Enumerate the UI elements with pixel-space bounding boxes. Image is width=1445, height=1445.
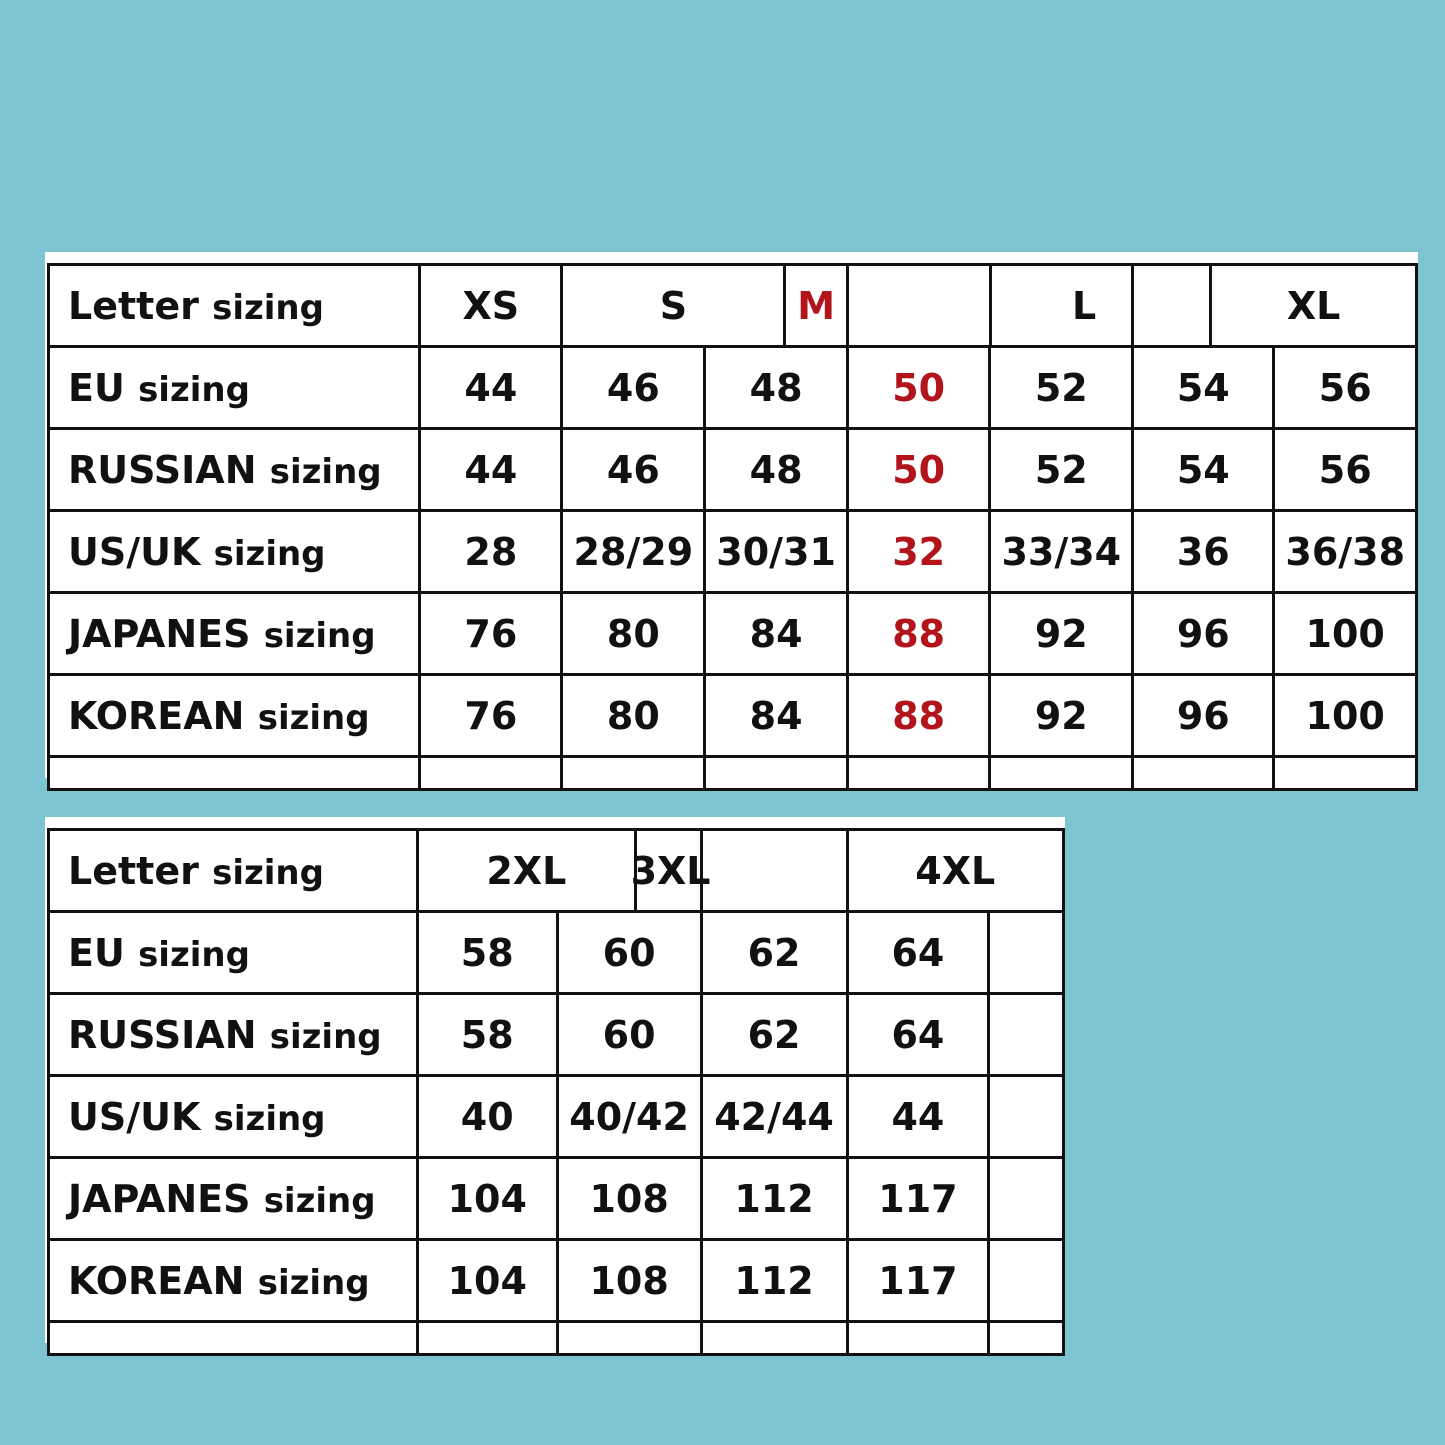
cell: 52 <box>990 347 1133 429</box>
cell: 42/44 <box>701 1076 847 1158</box>
cell: 108 <box>557 1158 701 1240</box>
cell: 28 <box>420 511 562 593</box>
cell: 28/29 <box>562 511 705 593</box>
table-row-cut <box>49 757 1417 790</box>
size-header-4xl: 4XL <box>847 830 1063 912</box>
size-header-3xl-cell <box>630 830 847 912</box>
cell: 54 <box>1133 347 1274 429</box>
size-header-xs: XS <box>420 265 562 347</box>
cell: 30/31 <box>705 511 848 593</box>
row-label-usuk: US/UK sizing <box>49 1076 418 1158</box>
size-header-xl: XL <box>1209 266 1415 345</box>
cell: 96 <box>1133 675 1274 757</box>
cell: 33/34 <box>990 511 1133 593</box>
cell: 36/38 <box>1274 511 1417 593</box>
cell: 104 <box>417 1158 557 1240</box>
table-row-eu <box>49 912 1064 994</box>
cell <box>989 1240 1064 1322</box>
cell: 96 <box>1133 593 1274 675</box>
table-row-japanese <box>49 1158 1064 1240</box>
table-row-usuk <box>49 511 1417 593</box>
size-header-s: S <box>563 266 786 345</box>
cell: 56 <box>1274 347 1417 429</box>
cell: 40 <box>417 1076 557 1158</box>
size-table-1 <box>45 252 1418 778</box>
size-header-2xl: 2XL <box>419 831 637 910</box>
table-row-eu <box>49 347 1417 429</box>
cell: 52 <box>990 429 1133 511</box>
cell: 76 <box>420 593 562 675</box>
row-label-russian: RUSSIAN sizing <box>49 994 418 1076</box>
cell: 62 <box>701 912 847 994</box>
cell: 46 <box>562 347 705 429</box>
row-label-letter: Letter sizing <box>49 830 418 912</box>
cell: 48 <box>705 429 848 511</box>
size-table-2-grid <box>47 828 1065 1356</box>
row-label-russian: RUSSIAN sizing <box>49 429 420 511</box>
row-label-korean: KOREAN sizing <box>49 675 420 757</box>
cell: 104 <box>417 1240 557 1322</box>
size-header-s-m <box>562 265 848 347</box>
cell: 117 <box>847 1158 989 1240</box>
table-row-letter <box>49 265 1417 347</box>
cell: 112 <box>701 1158 847 1240</box>
cell-highlight: 32 <box>847 511 989 593</box>
cell-highlight: 50 <box>847 347 989 429</box>
table-row-letter <box>49 830 1064 912</box>
cell: 44 <box>420 347 562 429</box>
row-label-usuk: US/UK sizing <box>49 511 420 593</box>
cell: 44 <box>420 429 562 511</box>
cell: 108 <box>557 1240 701 1322</box>
cell: 80 <box>562 675 705 757</box>
cell <box>989 1158 1064 1240</box>
cell <box>989 1076 1064 1158</box>
cell: 60 <box>557 994 701 1076</box>
row-label-eu: EU sizing <box>49 912 418 994</box>
cell: 46 <box>562 429 705 511</box>
cell: 54 <box>1133 429 1274 511</box>
table-row-japanese <box>49 593 1417 675</box>
table-row-cut <box>49 1322 1064 1355</box>
size-header-3xl: 3XL <box>630 848 711 893</box>
size-header-l: L <box>989 266 1131 345</box>
cell-highlight: 88 <box>847 675 989 757</box>
size-table-2 <box>45 817 1065 1343</box>
cell: 64 <box>847 994 989 1076</box>
row-label-letter: Letter sizing <box>49 265 420 347</box>
size-table-1-grid <box>47 263 1418 791</box>
row-label-japanese: JAPANES sizing <box>49 1158 418 1240</box>
cell: 40/42 <box>557 1076 701 1158</box>
size-header-m-l <box>847 265 1132 347</box>
cell: 58 <box>417 994 557 1076</box>
cell: 48 <box>705 347 848 429</box>
row-label-japanese: JAPANES sizing <box>49 593 420 675</box>
size-header-m: M <box>797 283 836 328</box>
table-row-russian <box>49 994 1064 1076</box>
cell: 60 <box>557 912 701 994</box>
cell: 62 <box>701 994 847 1076</box>
cell: 92 <box>990 593 1133 675</box>
cell: 56 <box>1274 429 1417 511</box>
cell: 92 <box>990 675 1133 757</box>
size-header-xl-cell <box>1133 265 1417 347</box>
cell: 117 <box>847 1240 989 1322</box>
table-row-usuk <box>49 1076 1064 1158</box>
cell: 84 <box>705 593 848 675</box>
cell <box>989 994 1064 1076</box>
cell: 84 <box>705 675 848 757</box>
cell: 100 <box>1274 593 1417 675</box>
cell-highlight: 50 <box>847 429 989 511</box>
cell: 36 <box>1133 511 1274 593</box>
cell: 76 <box>420 675 562 757</box>
cell: 64 <box>847 912 989 994</box>
cell <box>989 912 1064 994</box>
cell-highlight: 88 <box>847 593 989 675</box>
row-label-korean: KOREAN sizing <box>49 1240 418 1322</box>
row-label-eu: EU sizing <box>49 347 420 429</box>
cell: 80 <box>562 593 705 675</box>
cell: 44 <box>847 1076 989 1158</box>
table-row-korean <box>49 675 1417 757</box>
table-row-korean <box>49 1240 1064 1322</box>
table-row-russian <box>49 429 1417 511</box>
cell: 100 <box>1274 675 1417 757</box>
cell: 112 <box>701 1240 847 1322</box>
cell: 58 <box>417 912 557 994</box>
